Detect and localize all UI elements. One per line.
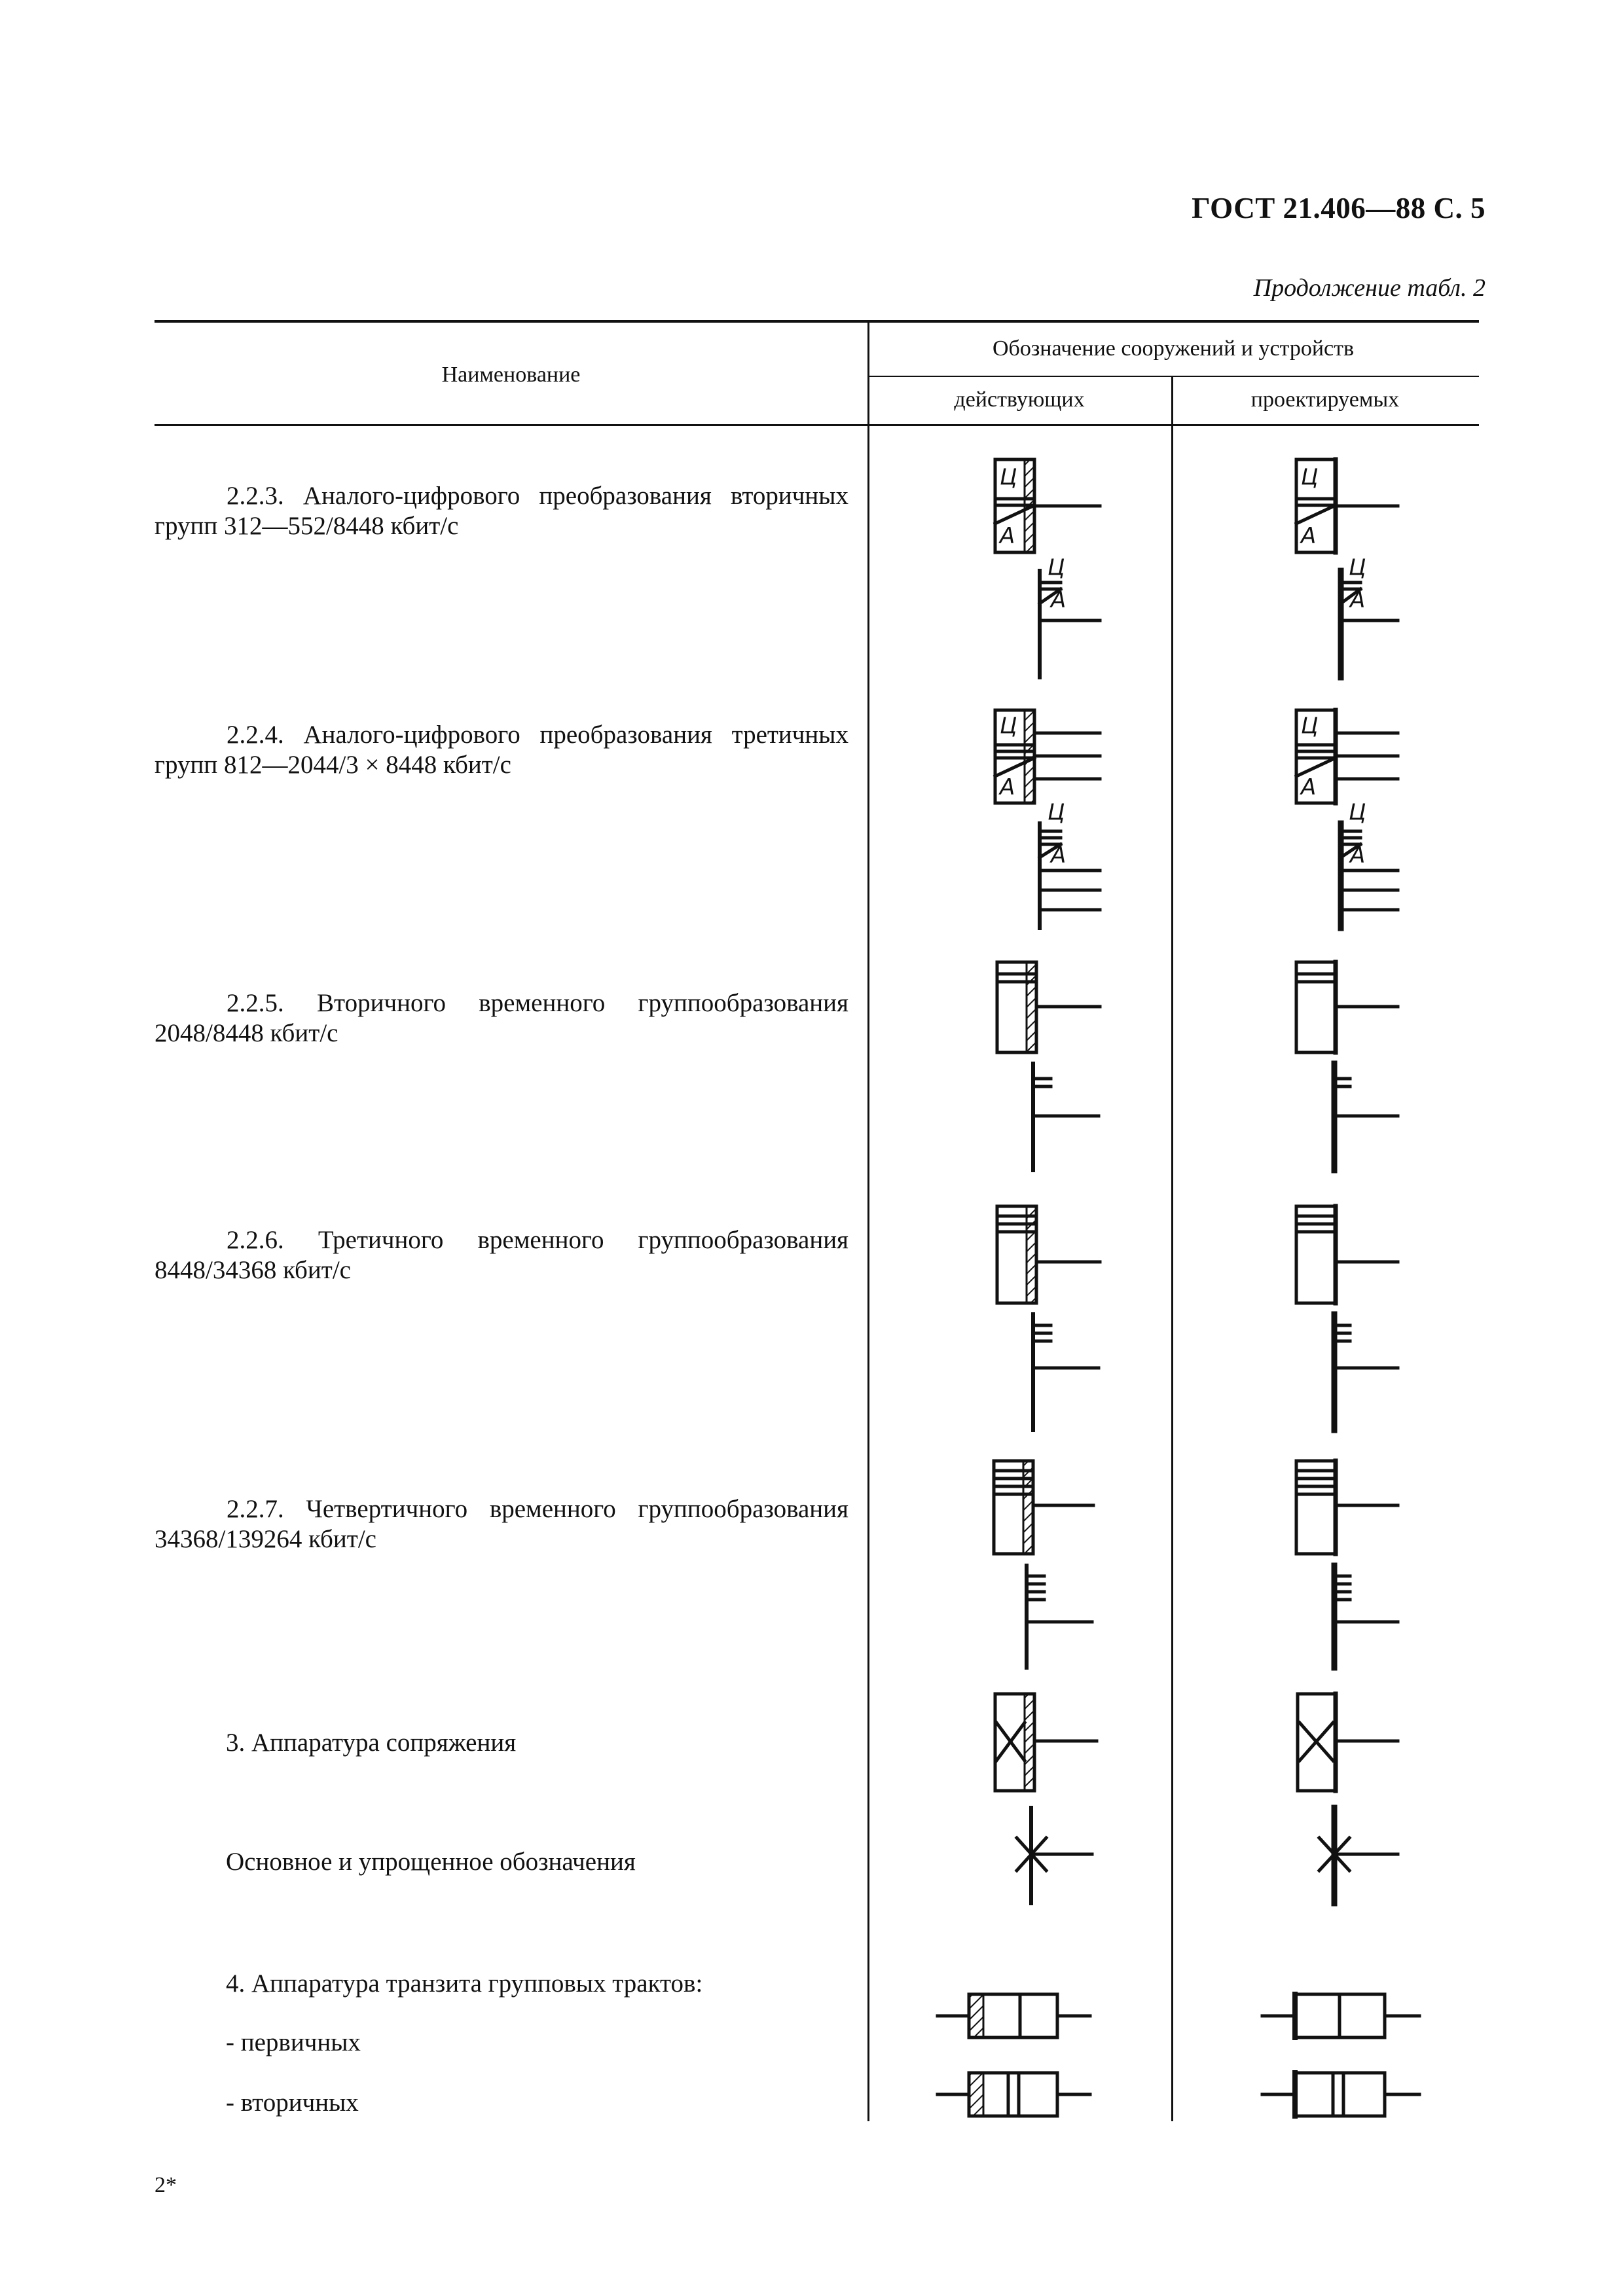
transit-secondary-planned-icon [1262,2073,1419,2116]
letter-digital: Ц [1048,799,1065,825]
section4-item-secondary: - вторичных [226,2089,359,2117]
tdm-quaternary-existing-icon [994,1461,1093,1668]
tdm-tertiary-planned-icon [1296,1206,1398,1430]
section4-item-primary: - первичных [226,2028,361,2056]
transit-secondary-existing-icon [938,2073,1090,2116]
letter-analog: А [1350,587,1366,613]
tdm-secondary-planned-icon [1296,962,1398,1170]
letter-digital: Ц [1000,464,1017,490]
row-text-adc-tertiary: 2.2.4. Аналого-цифрового преобразования третичных групп 812—2044/3 × 8448 кбит/с [155,721,848,779]
row-text-tdm-quaternary: 2.2.7. Четвертичного временного группообразования 34368/139264 кбит/с [155,1495,848,1553]
interface-planned-icon [1298,1694,1398,1903]
adc-secondary-planned-icon [1296,459,1398,677]
letter-analog: А [1350,842,1366,869]
document-reference: ГОСТ 21.406—88 С. 5 [1192,192,1486,224]
letter-analog: А [1051,842,1067,869]
tdm-tertiary-existing-icon [997,1206,1100,1430]
letter-digital: Ц [1349,554,1366,581]
letter-digital: Ц [1301,464,1319,490]
column-header-designation: Обозначение сооружений и устройств [992,336,1355,361]
tdm-secondary-existing-icon [997,962,1100,1170]
column-header-name: Наименование [441,363,581,387]
transit-primary-planned-icon [1262,1994,1419,2037]
row-text-tdm-tertiary: 2.2.6. Третичного временного группообразования 8448/34368 кбит/с [155,1226,848,1284]
row-text-tdm-secondary: 2.2.5. Вторичного временного группообразования 2048/8448 кбит/с [155,989,848,1047]
section3-title: 3. Аппаратура сопряжения [226,1729,517,1757]
tdm-quaternary-planned-icon [1296,1461,1398,1668]
adc-tertiary-planned-icon [1296,710,1398,928]
column-header-existing: действующих [954,387,1085,412]
letter-analog: А [1301,523,1317,549]
letter-digital: Ц [1000,713,1017,739]
letter-analog: А [1051,587,1067,613]
letter-analog: А [1000,774,1015,800]
section4-title: 4. Аппаратура транзита групповых трактов: [226,1969,703,1998]
interface-existing-icon [995,1694,1097,1903]
letter-analog: А [1301,774,1317,800]
column-header-planned: проектируемых [1250,387,1400,412]
row-text-adc-secondary: 2.2.3. Аналого-цифрового преобразования вторичных групп 312—552/8448 кбит/с [155,482,848,540]
letter-analog: А [1000,523,1015,549]
table-continuation: Продолжение табл. 2 [1253,274,1486,302]
section3-subtitle: Основное и упрощенное обозначения [226,1848,636,1876]
letter-digital: Ц [1048,554,1065,581]
page-number: 2* [155,2173,177,2197]
letter-digital: Ц [1301,713,1319,739]
letter-digital: Ц [1349,799,1366,825]
transit-primary-existing-icon [938,1994,1090,2037]
